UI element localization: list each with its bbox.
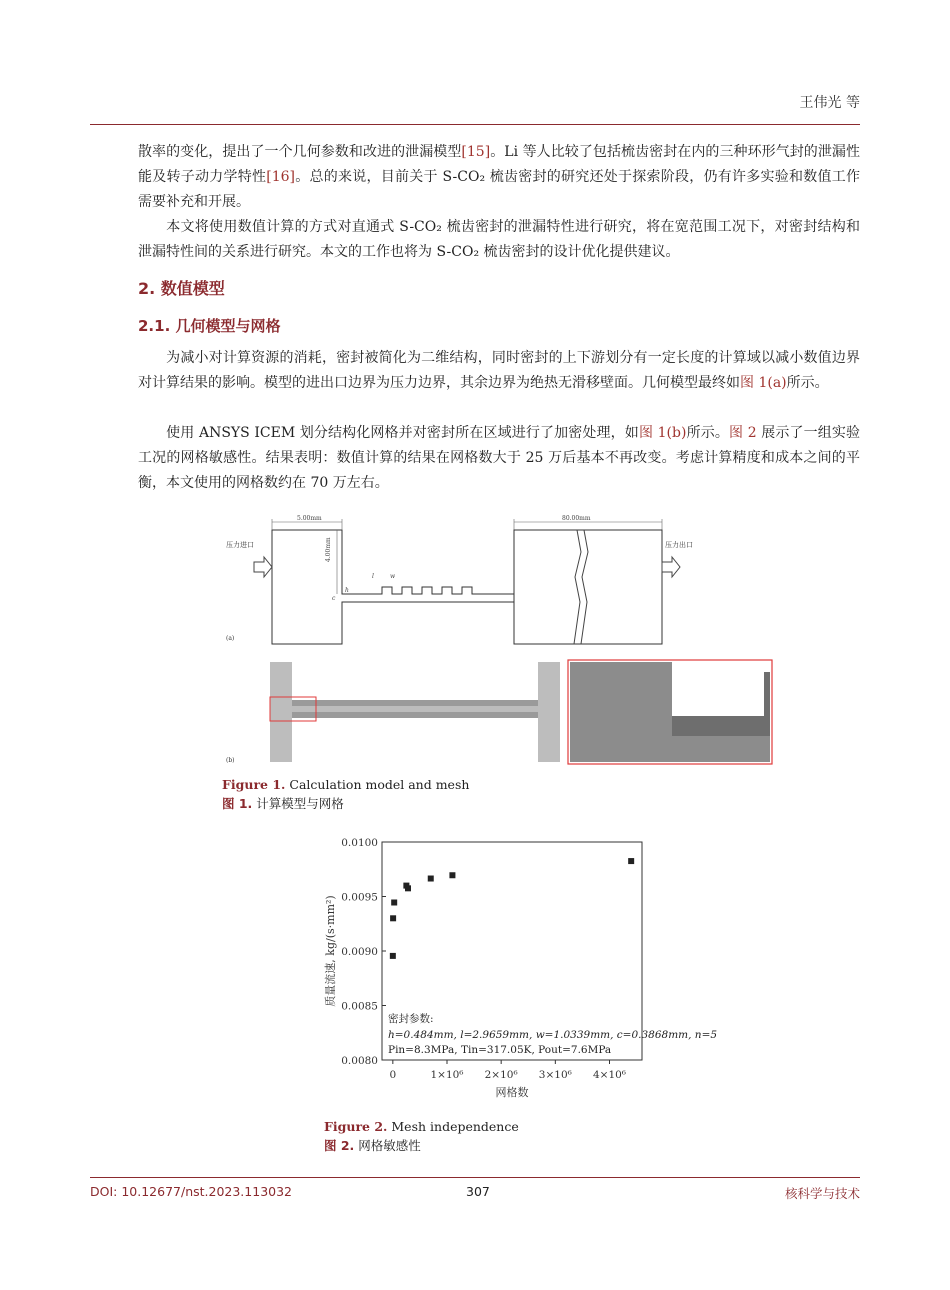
section-heading-2-1: 2.1. 几何模型与网格 [138,317,281,335]
running-header-author: 王伟光 等 [799,95,860,111]
dim-l-label: l [372,573,374,580]
figure-2-caption-en: Figure 2. Mesh independence [324,1119,519,1134]
figure-1-graphic [222,512,782,770]
y-axis-ticks [341,837,386,1067]
paragraph-1: 散率的变化，提出了一个几何参数和改进的泄漏模型[15]。Li 等人比较了包括梳齿密封在内的三种环形气封的泄漏性能及转子动力学特性[16]。总的来说，目前关于 S-CO₂ 梳齿密封的研究还处于探索阶段，仍有许多实验和数值工作需要补充和开展。 [138,144,860,210]
data-points [390,858,634,959]
label-a: (a) [226,635,235,642]
paragraph-2: 本文将使用数值计算的方式对直通式 S-CO₂ 梳齿密封的泄漏特性进行研究，将在宽范围工况下，对密封结构和泄漏特性间的关系进行研究。本文的工作也将为 S-CO₂ 梳齿密封的设计优化提供建议。 [138,219,860,260]
x-tick-label: 0 [389,1069,397,1081]
dim-height-label: 4.00mm [325,537,332,562]
y-tick-label: 0.0090 [341,946,378,958]
y-tick-label: 0.0085 [341,1000,378,1013]
fig1a-link[interactable]: 图 1(a) [740,375,787,391]
footer-journal: 核科学与技术 [784,1186,860,1201]
footer-page-number: 307 [466,1184,490,1199]
paragraph-4: 使用 ANSYS ICEM 划分结构化网格并对密封所在区域进行了加密处理，如图 1(b)所示。图 2 展示了一组实验工况的网格敏感性。结果表明：数值计算的结果在网格数大于 25 万后基本不再改变。考虑计算精度和成本之间的平衡，本文使用的网格数约在 70 万左右。 [138,425,861,491]
dim-c-label: c [332,595,336,602]
figure-1-caption-zh: 图 1. 计算模型与网格 [222,796,344,811]
x-tick-label: 1×10⁶ [430,1069,464,1081]
data-point [428,876,434,882]
annotation-line-3: Pin=8.3MPa, Tin=317.05K, Pout=7.6MPa [388,1044,612,1056]
footer-doi[interactable]: DOI: 10.12677/nst.2023.113032 [90,1184,293,1199]
y-axis-label: 质量流速, kg/(s·mm²) [324,895,337,1007]
figure-2-caption-zh: 图 2. 网格敏感性 [324,1138,421,1153]
x-tick-label: 2×10⁶ [484,1069,518,1081]
figure-2-chart [320,832,718,1102]
data-point [390,915,396,921]
paragraph-3: 为减小对计算资源的消耗，密封被简化为二维结构，同时密封的上下游划分有一定长度的计算域以减小数值边界对计算结果的影响。模型的进出口边界为压力边界，其余边界为绝热无滑移壁面。几何模型最终如图 1(a)所示。 [138,350,860,391]
outlet-domain-block [514,530,662,644]
dim-h-label: h [345,587,349,594]
dim-w-label: w [390,573,396,580]
x-tick-label: 4×10⁶ [592,1069,627,1081]
inlet-label: 压力进口 [226,541,254,549]
header-rule [90,124,860,125]
ref-16-link[interactable]: [16] [266,169,295,185]
y-tick-label: 0.0095 [341,891,378,904]
data-point [405,885,411,891]
mesh-view [270,662,560,762]
fig2-link[interactable]: 图 2 [729,425,757,441]
figure-1-caption-en: Figure 1. Calculation model and mesh [222,777,470,792]
outlet-arrow-icon [662,557,680,577]
fig1b-link[interactable]: 图 1(b) [638,425,687,441]
data-point [449,872,455,878]
footer-rule [90,1177,860,1178]
outlet-label: 压力出口 [665,541,693,549]
dim-right-label: 80.00mm [562,515,591,522]
x-axis-label: 网格数 [495,1086,529,1099]
data-point [391,899,397,905]
annotation-line-1: 密封参数: [388,1013,434,1025]
x-axis-ticks [389,1060,626,1081]
x-tick-label: 3×10⁶ [538,1069,572,1081]
dim-left-label: 5.00mm [297,515,322,522]
plot-area [382,842,642,1060]
mesh-zoom-inset [568,660,772,764]
label-b: (b) [226,757,235,764]
ref-15-link[interactable]: [15] [461,144,491,160]
data-point [390,953,396,959]
section-heading-2: 2. 数值模型 [138,279,225,298]
inlet-arrow-icon [254,557,272,577]
data-point [628,858,634,864]
y-tick-label: 0.0100 [341,837,378,849]
annotation-line-2: h=0.484mm, l=2.9659mm, w=1.0339mm, c=0.3868mm, n=5 [388,1029,718,1041]
y-tick-label: 0.0080 [341,1055,378,1067]
